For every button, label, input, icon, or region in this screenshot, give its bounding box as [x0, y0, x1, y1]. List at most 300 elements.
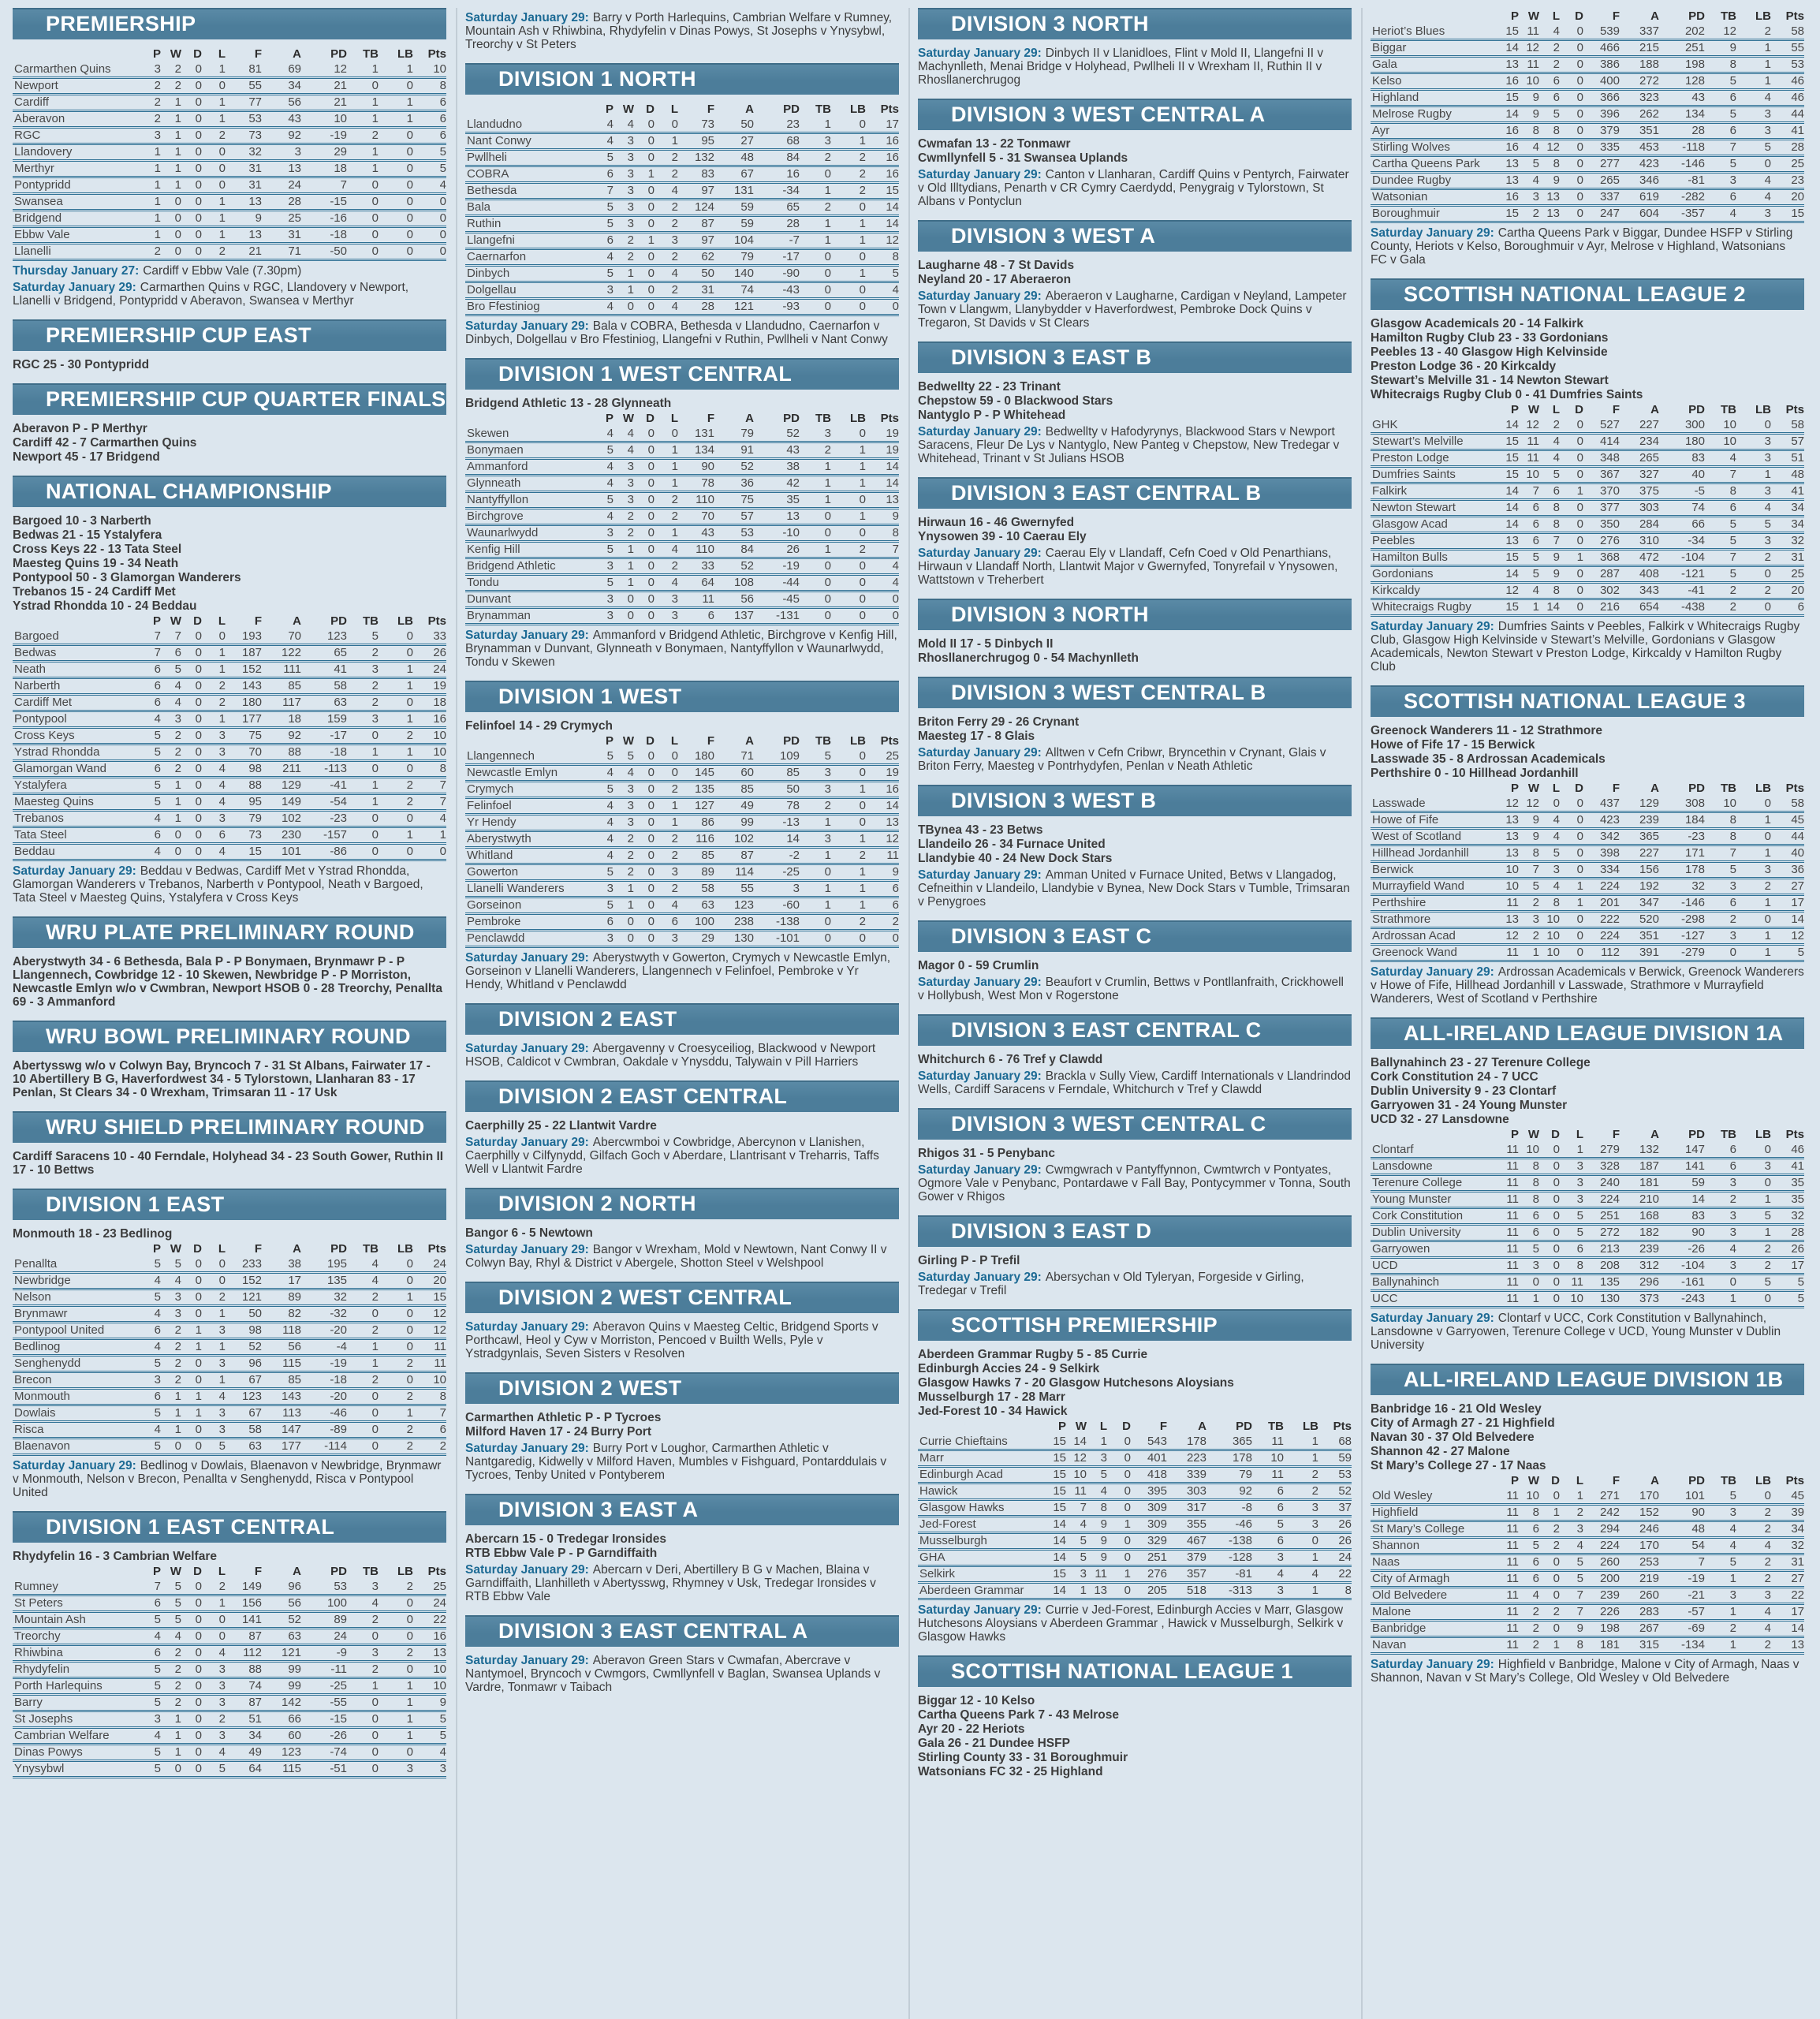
stat-value: -60 [754, 898, 800, 914]
stat-value: 224 [1583, 928, 1620, 945]
team-name: Senghenydd [13, 1356, 140, 1372]
stat-value: 0 [413, 844, 446, 860]
stat-value: 6 [140, 1595, 161, 1612]
stat-value: 46 [1771, 1143, 1804, 1159]
table-row [1371, 1291, 1804, 1308]
stat-value: 0 [634, 266, 655, 282]
stat-value: 28 [1659, 123, 1705, 140]
stat-value: 131 [714, 183, 754, 200]
section [465, 1494, 899, 1603]
section [465, 358, 899, 669]
fixture-day-label: Saturday January 29: [465, 1563, 589, 1577]
stat-value: 0 [800, 558, 831, 575]
team-name: Kelso [1371, 73, 1498, 90]
stat-value: 11 [1498, 1241, 1519, 1258]
stat-value: 2 [140, 244, 161, 260]
stat-value: 1 [140, 161, 161, 177]
stat-value: 7 [1705, 140, 1736, 156]
stat-value: 87 [226, 1629, 262, 1645]
stat-value: 99 [714, 815, 754, 831]
column-header: W [1527, 1474, 1539, 1487]
stat-value: 3 [614, 798, 634, 815]
stat-value: 88 [262, 745, 301, 761]
stat-value: -34 [754, 183, 800, 200]
stat-value: 31 [1771, 550, 1804, 566]
stat-value: 0 [181, 111, 202, 128]
table-header-spacer [465, 733, 593, 749]
section-header: NATIONAL CHAMPIONSHIP [13, 476, 446, 507]
stat-value: 7 [140, 629, 161, 645]
fixtures-line [918, 1069, 1352, 1096]
stat-value: 38 [262, 1257, 301, 1273]
stat-value: 13 [1539, 189, 1560, 206]
stat-value: 26 [413, 645, 446, 662]
section [1371, 9, 1804, 267]
team-name: Penallta [13, 1257, 140, 1273]
stat-value: 43 [678, 525, 714, 542]
column-header: D [646, 412, 655, 425]
table-row [1371, 1505, 1804, 1521]
stat-value: 6 [1252, 1483, 1284, 1500]
stat-value: 0 [181, 144, 202, 161]
stat-value: 0 [181, 678, 202, 695]
column-header: A [1198, 1420, 1206, 1433]
fixtures-line [465, 1042, 899, 1069]
stat-value: 1 [831, 133, 866, 150]
stat-value: 0 [202, 1273, 226, 1289]
stat-value: 343 [1620, 583, 1659, 599]
table-row [1371, 1274, 1804, 1291]
team-name: Llanelli Wanderers [465, 881, 593, 898]
team-name: Brecon [13, 1372, 140, 1389]
fixture-day-label: Saturday January 29: [13, 864, 136, 878]
stat-value: 11 [1519, 450, 1539, 467]
stat-value: 3 [800, 133, 831, 150]
stat-value: 351 [1620, 928, 1659, 945]
stat-value: 0 [1107, 1467, 1131, 1483]
column-header: F [707, 412, 714, 425]
stat-value: 0 [1539, 1274, 1560, 1291]
stat-value: 6 [1519, 533, 1539, 550]
stat-value: 5 [1705, 533, 1736, 550]
section [13, 1511, 446, 1778]
column-header: LB [397, 47, 413, 61]
stat-value: 0 [1560, 156, 1583, 173]
stat-value: 0 [181, 794, 202, 811]
stat-value: 12 [1498, 797, 1519, 812]
stat-value: 7 [1705, 550, 1736, 566]
stat-value: 187 [1620, 1159, 1659, 1175]
stat-value: 5 [140, 1695, 161, 1711]
fixture-day-label: Saturday January 29: [13, 1459, 136, 1472]
stat-value: 2 [655, 216, 678, 233]
stat-value: 0 [831, 249, 866, 266]
table-row [1371, 533, 1804, 550]
fixture-list: Ammanford v Bridgend Athletic, Birchgrove v Kenfig Hill, Brynamman v Dunvant, Glynneath v Bonymaen, Nantyffyllon v Waunarlwydd, Tondu v Skewen [465, 629, 897, 669]
stat-value: 0 [634, 765, 655, 782]
column-header: A [1650, 403, 1659, 416]
stat-value: 3 [161, 711, 181, 728]
team-name: Pwllheli [465, 150, 593, 166]
stat-value: 14 [1539, 599, 1560, 616]
stat-value: 0 [634, 150, 655, 166]
stat-value: 6 [678, 608, 714, 625]
stat-value: 5 [1560, 1571, 1583, 1588]
table-row [465, 427, 899, 442]
stat-value: -15 [301, 1711, 347, 1728]
stat-value: 4 [593, 509, 614, 525]
stat-value: 0 [800, 592, 831, 608]
stat-value: 211 [262, 761, 301, 778]
stat-value: 26 [754, 542, 800, 558]
table-header-row [13, 614, 446, 629]
stat-value: 39 [1771, 1505, 1804, 1521]
stat-value: -51 [301, 1761, 347, 1778]
column-header: TB [1721, 9, 1736, 23]
section-header: DIVISION 2 EAST CENTRAL [465, 1080, 899, 1112]
stat-value: 5 [140, 1356, 161, 1372]
stat-value: 188 [1620, 57, 1659, 73]
team-name: Newbridge [13, 1273, 140, 1289]
stat-value: 5 [161, 1257, 181, 1273]
stat-value: 7 [1705, 467, 1736, 483]
stat-value: 67 [714, 166, 754, 183]
stat-value: 56 [262, 1339, 301, 1356]
result-line: Howe of Fife 17 - 15 Berwick [1371, 738, 1535, 752]
stat-value: 0 [831, 575, 866, 592]
stat-value: 1 [202, 1595, 226, 1612]
stat-value: 131 [678, 427, 714, 442]
section-header: DIVISION 3 NORTH [918, 599, 1352, 630]
stat-value: 10 [1519, 1489, 1539, 1505]
team-name: RGC [13, 128, 140, 144]
league-table [465, 102, 899, 316]
stat-value: 0 [379, 1662, 413, 1678]
stat-value: 51 [226, 1711, 262, 1728]
stat-value: 152 [226, 1273, 262, 1289]
stat-value: 0 [655, 427, 678, 442]
stat-value: 1 [1736, 895, 1771, 912]
stat-value: -282 [1659, 189, 1705, 206]
fixture-list: Ardrossan Academicals v Berwick, Greenock Wanderers v Howe of Fife, Hillhead Jordanhill v Lasswade, Strathmore v Murrayfield Wanderers, West of Scotland v Perthshire [1371, 965, 1804, 1006]
team-name: Aberystwyth [465, 831, 593, 848]
stat-value: 19 [866, 427, 899, 442]
stat-value: 14 [1498, 483, 1519, 500]
column-header: W [170, 47, 181, 61]
fixture-list: Highfield v Banbridge, Malone v City of Armagh, Naas v Shannon, Navan v St Mary’s College, Old Wesley v Old Belvedere [1371, 1658, 1799, 1685]
team-name: Rumney [13, 1580, 140, 1595]
fixture-list: Beddau v Bedwas, Cardiff Met v Ystrad Rhondda, Glamorgan Wanderers v Trebanos, Narberth v Pontypool, Neath v Bargoed, Tata Steel v Maesteg Quins, Ystalyfera v Cross Keys [13, 864, 423, 905]
stat-value: 10 [1519, 73, 1539, 90]
column-header: D [646, 734, 655, 748]
stat-value: 0 [1539, 1588, 1560, 1604]
stat-value: 132 [1620, 1143, 1659, 1159]
stat-value: 16 [866, 782, 899, 798]
stat-value: 527 [1583, 418, 1620, 434]
stat-value: 6 [1560, 1241, 1583, 1258]
table-row [465, 266, 899, 282]
stat-value: 408 [1620, 566, 1659, 583]
stat-value: 2 [161, 728, 181, 745]
column-header: PD [1688, 782, 1705, 795]
stat-value: 0 [1560, 418, 1583, 434]
stat-value: 0 [1539, 1143, 1560, 1159]
table-row [465, 282, 899, 299]
stat-value: 1 [379, 1405, 413, 1422]
stat-value: 5 [593, 575, 614, 592]
result-line: Bedwellty 22 - 23 Trinant [918, 380, 1061, 394]
stat-value: 4 [1736, 1538, 1771, 1554]
team-name: Aberdeen Grammar [918, 1583, 1046, 1599]
stat-value: 14 [1046, 1583, 1066, 1599]
stat-value: 198 [1583, 1621, 1620, 1637]
stat-value: 13 [1498, 57, 1519, 73]
stat-value: 0 [1539, 1159, 1560, 1175]
table-header-row [13, 1241, 446, 1257]
stat-value: 41 [1771, 1159, 1804, 1175]
stat-value: 0 [1107, 1550, 1131, 1566]
stat-value: 6 [140, 1389, 161, 1405]
column-header: F [707, 734, 714, 748]
result-line: Watsonians FC 32 - 25 Highland [918, 1765, 1103, 1778]
stat-value: 7 [1539, 533, 1560, 550]
stat-value: 5 [1519, 550, 1539, 566]
stat-value: 0 [181, 128, 202, 144]
stat-value: 1 [1519, 1291, 1539, 1308]
stat-value: 11 [1087, 1566, 1107, 1583]
stat-value: 2 [655, 249, 678, 266]
stat-value: 6 [413, 111, 446, 128]
stat-value: 346 [1620, 173, 1659, 189]
result-line: Trebanos 15 - 24 Cardiff Met [13, 585, 176, 599]
team-name: Beddau [13, 844, 140, 860]
stat-value: 0 [161, 1761, 181, 1778]
stat-value: 0 [1539, 1208, 1560, 1225]
stat-value: 1 [1539, 1637, 1560, 1654]
team-name: Berwick [1371, 862, 1498, 879]
stat-value: 2 [347, 1323, 379, 1339]
table-row [465, 592, 899, 608]
stat-value: 12 [413, 1323, 446, 1339]
stat-value: 0 [831, 592, 866, 608]
stat-value: 15 [1046, 1450, 1066, 1467]
stat-value: 2 [379, 1356, 413, 1372]
stat-value: 3 [379, 1761, 413, 1778]
stat-value: 14 [1498, 106, 1519, 123]
stat-value: 1 [379, 111, 413, 128]
stat-value: 370 [1583, 483, 1620, 500]
stat-value: 24 [301, 1629, 347, 1645]
stat-value: 2 [1519, 895, 1539, 912]
stat-value: 0 [379, 194, 413, 211]
stat-value: 239 [1583, 1588, 1620, 1604]
stat-value: 66 [1659, 517, 1705, 533]
column-header: A [1650, 9, 1659, 23]
stat-value: 5 [1736, 517, 1771, 533]
stat-value: 0 [379, 1339, 413, 1356]
stat-value: 79 [714, 249, 754, 266]
stat-value: 0 [181, 1306, 202, 1323]
result-line: Whitchurch 6 - 76 Tref y Clawdd [918, 1053, 1103, 1066]
column-header: TB [815, 103, 831, 116]
stat-value: 4 [593, 815, 614, 831]
team-name: Narberth [13, 678, 140, 695]
table-row [13, 1595, 446, 1612]
stat-value: 0 [347, 1439, 379, 1455]
stat-value: 0 [347, 728, 379, 745]
column-header: W [1075, 1420, 1087, 1433]
stat-value: 10 [413, 728, 446, 745]
stat-value: 1 [1560, 879, 1583, 895]
stat-value: 85 [714, 782, 754, 798]
stat-value: 1 [1539, 1505, 1560, 1521]
stat-value: 2 [831, 150, 866, 166]
stat-value: 5 [140, 1745, 161, 1761]
stat-value: 1 [347, 1678, 379, 1695]
stat-value: 0 [1736, 599, 1771, 616]
stat-value: 4 [1284, 1566, 1318, 1583]
stat-value: -138 [1206, 1533, 1252, 1550]
result-line: Aberavon P - P Merthyr [13, 422, 147, 435]
stat-value: 219 [1620, 1571, 1659, 1588]
stat-value: 0 [634, 608, 655, 625]
column-header: Pts [427, 1565, 446, 1578]
stat-value: 10 [1498, 862, 1519, 879]
stat-value: 0 [181, 629, 202, 645]
team-name: Barry [13, 1695, 140, 1711]
column-header: W [170, 1242, 181, 1256]
stat-value: 0 [181, 1745, 202, 1761]
stat-value: -16 [301, 211, 347, 227]
stat-value: 262 [1620, 106, 1659, 123]
stat-value: 1 [1705, 1571, 1736, 1588]
column-header: D [193, 1242, 202, 1256]
table-row [465, 831, 899, 848]
section [918, 99, 1352, 208]
stat-value: 8 [1705, 829, 1736, 845]
stat-value: 1 [800, 216, 831, 233]
team-name: Hillhead Jordanhill [1371, 845, 1498, 862]
team-name: Cardiff Met [13, 695, 140, 711]
column-4 [1361, 8, 1814, 2019]
stat-value: 4 [593, 133, 614, 150]
stat-value: 24 [413, 1595, 446, 1612]
stat-value: 0 [1560, 173, 1583, 189]
stat-value: 5 [1771, 1291, 1804, 1308]
table-row [13, 778, 446, 794]
stat-value: 109 [754, 749, 800, 765]
stat-value: 3 [1736, 434, 1771, 450]
result-line: Milford Haven 17 - 24 Burry Port [465, 1425, 652, 1439]
stat-value: 15 [1498, 599, 1519, 616]
column-header: Pts [1785, 9, 1804, 23]
stat-value: 0 [202, 629, 226, 645]
stat-value: 0 [1539, 797, 1560, 812]
column-header: D [1575, 403, 1583, 416]
team-name: Old Belvedere [1371, 1588, 1498, 1604]
stat-value: 4 [1539, 879, 1560, 895]
stat-value: 287 [1583, 566, 1620, 583]
stat-value: 0 [655, 765, 678, 782]
stat-value: 13 [1771, 1637, 1804, 1654]
result-line: Bedwas 21 - 15 Ystalyfera [13, 528, 162, 542]
team-name: Trebanos [13, 811, 140, 827]
fixture-day-label: Saturday January 29: [918, 289, 1042, 303]
stat-value: -101 [754, 931, 800, 947]
stat-value: 13 [262, 161, 301, 177]
stat-value: 5 [1705, 1554, 1736, 1571]
stat-value: 2 [140, 111, 161, 128]
result-line: Felinfoel 14 - 29 Crymych [465, 719, 613, 733]
stat-value: 329 [1131, 1533, 1167, 1550]
stat-value: 0 [161, 827, 181, 844]
stat-value: 1 [181, 1339, 202, 1356]
team-name: Old Wesley [1371, 1489, 1498, 1505]
stat-value: 1 [202, 194, 226, 211]
table-header-spacer [1371, 781, 1498, 797]
stat-value: 222 [1583, 912, 1620, 928]
stat-value: 5 [1519, 566, 1539, 583]
team-name: Gordonians [1371, 566, 1498, 583]
stat-value: 8 [1539, 500, 1560, 517]
stat-value: 0 [1107, 1450, 1131, 1467]
league-table [465, 411, 899, 625]
stat-value: 368 [1583, 550, 1620, 566]
stat-value: 11 [1519, 24, 1539, 40]
stat-value: 2 [161, 78, 181, 95]
stat-value: 1 [161, 95, 181, 111]
stat-value: 170 [1620, 1538, 1659, 1554]
stat-value: 0 [831, 815, 866, 831]
table-row [465, 525, 899, 542]
team-name: Stewart’s Melville [1371, 434, 1498, 450]
stat-value: 83 [1659, 450, 1705, 467]
result-line: Neyland 20 - 17 Aberaeron [918, 273, 1072, 286]
table-row [13, 1273, 446, 1289]
column-header: W [170, 1565, 181, 1578]
stat-value: 2 [1736, 1505, 1771, 1521]
stat-value: 1 [1736, 1192, 1771, 1208]
stat-value: 182 [1620, 1225, 1659, 1241]
table-row [1371, 434, 1804, 450]
stat-value: 92 [262, 128, 301, 144]
stat-value: 3 [754, 881, 800, 898]
stat-value: 0 [634, 881, 655, 898]
team-name: Biggar [1371, 40, 1498, 57]
stat-value: 3 [1736, 1159, 1771, 1175]
stat-value: 33 [413, 629, 446, 645]
stat-value: 52 [1318, 1483, 1352, 1500]
stat-value: 238 [714, 914, 754, 931]
stat-value: 89 [301, 1612, 347, 1629]
stat-value: 17 [866, 118, 899, 133]
stat-value: 135 [301, 1273, 347, 1289]
section [918, 920, 1352, 1002]
team-name: St Mary’s College [1371, 1521, 1498, 1538]
stat-value: 22 [413, 1612, 446, 1629]
stat-value: 328 [1583, 1159, 1620, 1175]
stat-value: 4 [202, 1389, 226, 1405]
team-name: Melrose Rugby [1371, 106, 1498, 123]
column-header: Pts [880, 412, 899, 425]
stat-value: 3 [140, 128, 161, 144]
stat-value: -18 [301, 227, 347, 244]
stat-value: 1 [379, 1728, 413, 1745]
stat-value: -9 [301, 1645, 347, 1662]
stat-value: 2 [1705, 599, 1736, 616]
section-header: SCOTTISH PREMIERSHIP [918, 1309, 1352, 1341]
stat-value: 2 [614, 233, 634, 249]
